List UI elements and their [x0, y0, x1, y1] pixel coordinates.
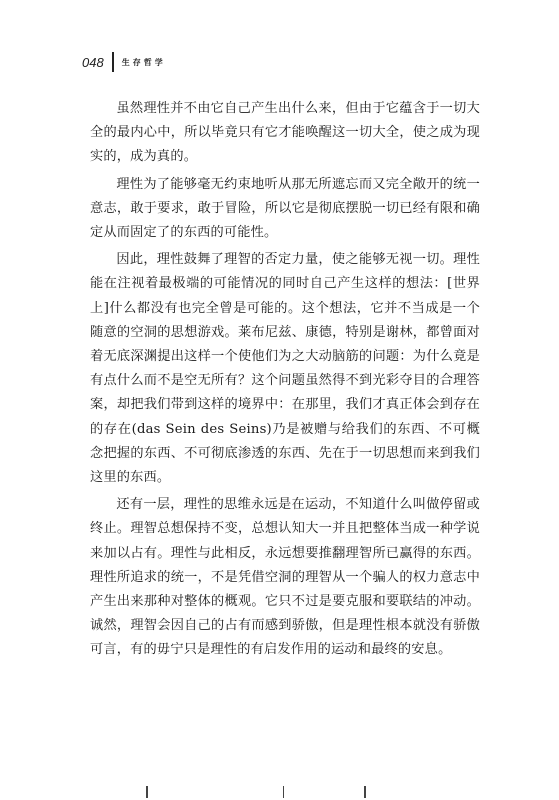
scan-mark	[364, 786, 366, 798]
paragraph: 还有一层，理性的思维永远是在运动，不知道什么叫做停留或终止。理智总想保持不变，总想认知大一并且把整体当成一种学说来加以占有。理性与此相反，永远想要推翻理智所已赢得的东西。理性所追求的统一，不是凭借空洞的理智从一个骗人的权力意志中产生出来那种对整体的概观。它只不过是要克服和要联结的冲动。诚然，理智会因自己的占有而感到骄傲，但是理性根本就没有骄傲可言，有的毋宁只是理性的有启发作用的运动和最终的安息。	[90, 497, 480, 658]
paragraph: 因此，理性鼓舞了理智的否定力量，使之能够无视一切。理性能在注视着最极端的可能情况的同时自己产生这样的想法：[世界上]什么都没有也完全曾是可能的。这个想法，它并不当成是一个随意的空洞的思想游戏。莱布尼兹、康德，特别是谢林，都曾面对着无底深渊提出这样一个使他们为之大动脑筋的问题：为什么竟是有点什么而不是空无所有？这个问题虽然得不到光彩夺目的合理答案，却把我们带到这样的境界中：在那里，我们才真正体会到存在的存在(das Sein des Seins)乃是被赠与给我们的东西、不可概念把握的东西、不可彻底渗透的东西、先在于一切思想而来到我们这里的东西。	[90, 252, 480, 486]
page-number: 048	[82, 54, 104, 70]
scan-mark	[283, 786, 284, 798]
running-header	[82, 52, 166, 72]
scan-edge-marks	[0, 786, 559, 800]
page-body	[90, 97, 480, 663]
paragraph: 理性为了能够毫无约束地听从那无所遮忘而又完全敞开的统一意志，敢于要求，敢于冒险，所以它是彻底摆脱一切已经有限和确定从而固定了的东西的可能性。	[90, 176, 480, 241]
book-title: 生存哲学	[121, 57, 166, 67]
paragraph: 虽然理性并不由它自己产生出什么来，但由于它蕴含于一切大全的最内心中，所以毕竟只有它才能唤醒这一切大全，使之成为现实的，成为真的。	[90, 101, 480, 165]
scan-mark	[146, 786, 148, 798]
header-divider	[112, 52, 114, 72]
